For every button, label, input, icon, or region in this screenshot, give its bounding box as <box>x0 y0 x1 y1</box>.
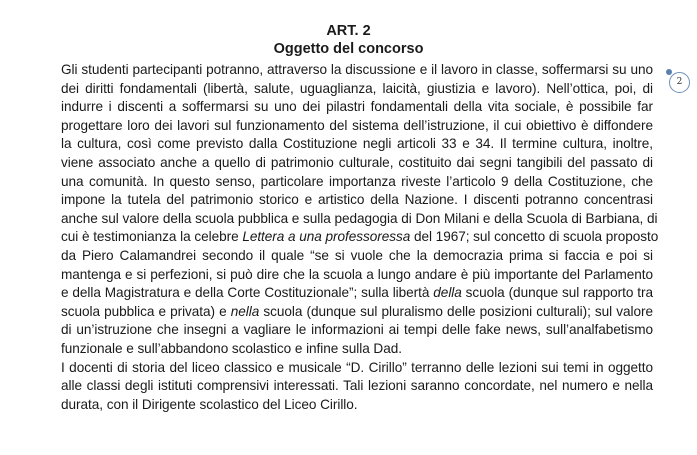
body-line: da Piero Calamandrei secondo il quale “se si vuole che la democrazia prima si faccia e poi si <box>61 247 653 263</box>
body-line <box>61 284 653 303</box>
body-line: I docenti di storia del liceo classico e musicale “D. Cirillo” terranno delle lezioni sui temi in oggetto <box>61 359 653 375</box>
body-text: e della Magistratura e della Corte Costituzionale”; sulla libertà <box>61 285 434 301</box>
body-text: scuola pubblica e privata) e <box>61 303 231 319</box>
body-text: cui è testimonianza la celebre <box>61 229 243 245</box>
body-line: progettare loro dei lavori sul funzionamento del sistema dell’istruzione, il cui obiettivo è diffondere <box>61 117 653 133</box>
emphasis-italic: della <box>433 285 462 301</box>
body-line: dei diritti fondamentali (libertà, salute, uguaglianza, laicità, giustizia e lavoro). Nell’ottica, poi, di <box>61 80 653 96</box>
body-text: scuola (dunque sul rapporto tra <box>461 285 653 301</box>
body-line: mantenga e si perfezioni, si può dire che la scuola a lungo andare è più importante del Parlamento <box>61 266 653 282</box>
body-line: durata, con il Dirigente scolastico del Liceo Cirillo. <box>61 396 358 412</box>
body-line: la cultura, così come previsto dalla Costituzione negli articoli 33 e 34. Il termine cultura, inoltre, <box>61 136 653 152</box>
body-text: del 1967; sul concetto di scuola proposto <box>410 229 659 245</box>
body-line: funzionale e sull’abbandono scolastico e infine sulla Dad. <box>61 340 402 356</box>
body-line: anche sul valore della scuola pubblica e sulla pedagogia di Don Milani e della Scuola di Barbiana, di <box>61 210 658 226</box>
body-text: scuola (dunque sul pluralismo delle posizioni culturali); sul valore <box>259 303 653 319</box>
body-line: di un’istruzione che insegni a vagliare le informazioni ai tempi delle fake news, sull’analfabetismo <box>61 322 653 338</box>
article-title: Oggetto del concorso <box>273 41 424 57</box>
article-body <box>61 61 659 414</box>
body-line: Gli studenti partecipanti potranno, attraverso la discussione e il lavoro in classe, soffermarsi su uno <box>61 62 653 77</box>
page-number-badge[interactable]: 2 <box>669 72 690 93</box>
emphasis-italic: nella <box>230 303 260 319</box>
body-line: impone la tutela del patrimonio storico e artistico della Nazione. I discenti potranno concentrasi <box>61 192 653 208</box>
body-line: indurre i discenti a soffermarsi su uno dei pilastri fondamentali della vita sociale, è possibile far <box>61 99 653 115</box>
article-number: ART. 2 <box>326 23 371 39</box>
body-line <box>61 303 653 322</box>
body-line: alle classi degli istituti comprensivi interessati. Tali lezioni saranno concordate, nel numero e nella <box>61 378 653 394</box>
body-line <box>61 228 659 247</box>
book-title-italic: Lettera a una professoressa <box>242 229 411 245</box>
body-line: una comunità. In questo senso, particolare importanza riveste l’articolo 9 della Costituzione, che <box>61 173 653 189</box>
body-line: viene associato anche a quello di patrimonio culturale, costituito dai segni tangibili del passato di <box>61 154 653 170</box>
